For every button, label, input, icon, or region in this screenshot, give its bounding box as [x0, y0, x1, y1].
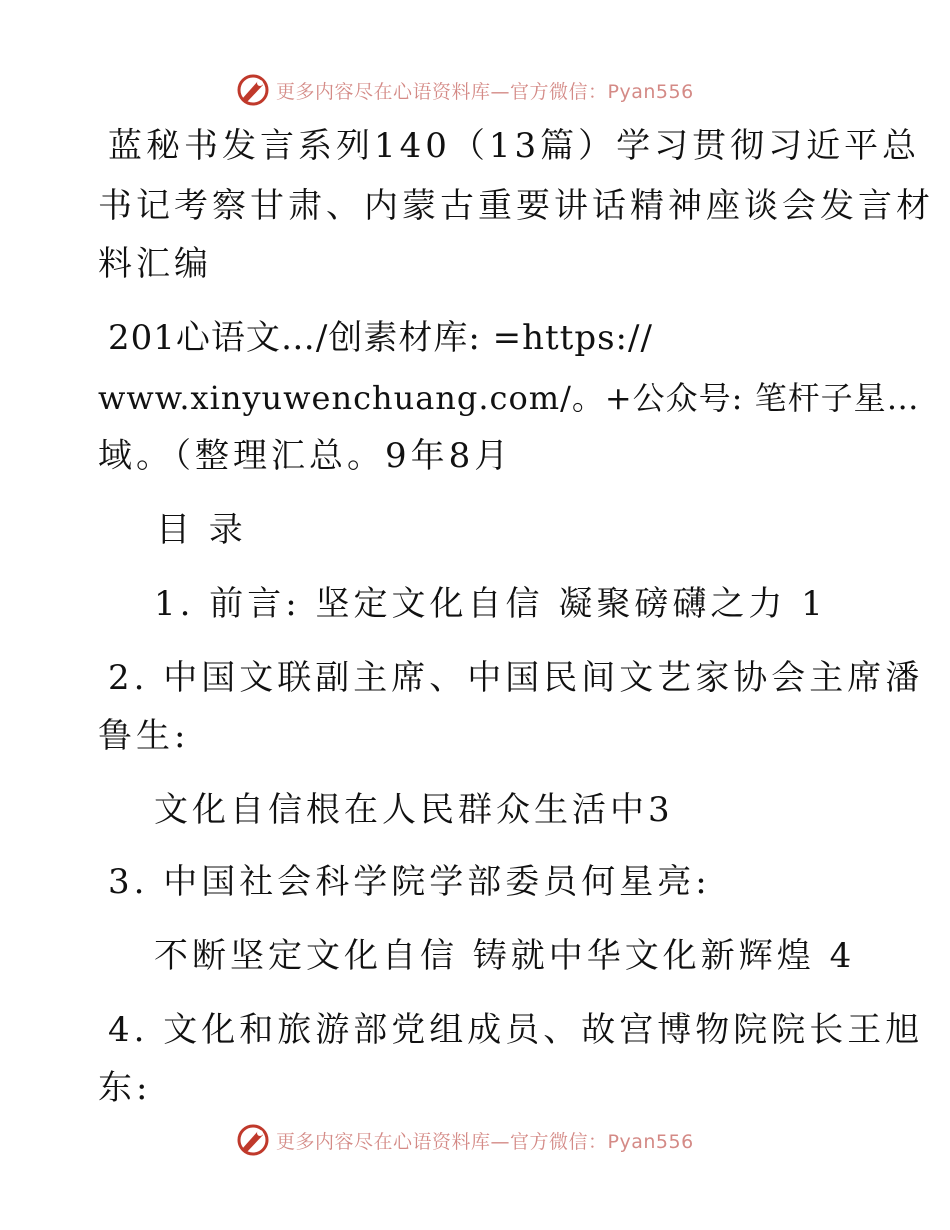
- toc-heading: 目 录: [156, 510, 247, 550]
- header-banner: [236, 72, 694, 108]
- source-line-3: 域。（整理汇总。9年8月: [98, 436, 513, 476]
- toc-item-2-line-2: 鲁生:: [98, 716, 190, 756]
- toc-item-4-line-2: 东:: [98, 1068, 152, 1108]
- title-line-2: 书记考察甘肃、内蒙古重要讲话精神座谈会发言材: [98, 186, 934, 226]
- source-line-1: 201心语文…/创素材库: =https://: [108, 318, 653, 358]
- footer-banner: [236, 1122, 694, 1158]
- banner-text: 更多内容尽在心语资料库—官方微信：Pyan556: [276, 1130, 694, 1153]
- banner-text: 更多内容尽在心语资料库—官方微信：Pyan556: [276, 80, 694, 103]
- toc-item-1: 1. 前言: 坚定文化自信 凝聚磅礴之力 1: [154, 584, 827, 624]
- toc-item-2-line-1: 2. 中国文联副主席、中国民间文艺家协会主席潘: [108, 658, 924, 698]
- title-line-3: 料汇编: [98, 244, 212, 284]
- toc-item-3-line-1: 3. 中国社会科学院学部委员何星亮:: [108, 862, 711, 902]
- toc-item-4-line-1: 4. 文化和旅游部党组成员、故宫博物院院长王旭: [108, 1010, 924, 1050]
- toc-item-2-line-3: 文化自信根在人民群众生活中3: [154, 790, 674, 830]
- title-line-1: 蓝秘书发言系列140（13篇）学习贯彻习近平总: [108, 126, 921, 166]
- toc-item-3-line-2: 不断坚定文化自信 铸就中华文化新辉煌 4: [154, 936, 856, 976]
- pen-logo-icon: [236, 73, 270, 107]
- pen-logo-icon: [236, 1123, 270, 1157]
- source-line-2: www.xinyuwenchuang.com/。+公众号: 笔杆子星…: [98, 379, 920, 417]
